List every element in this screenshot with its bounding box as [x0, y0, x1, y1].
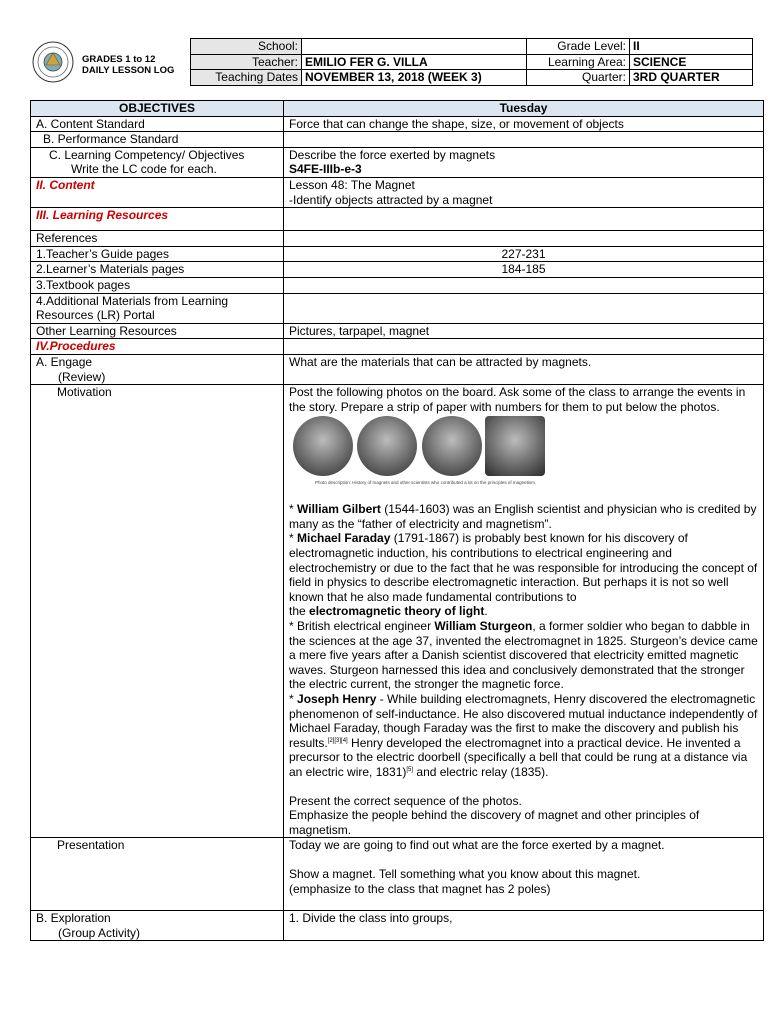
- teacher-label: Teacher:: [191, 54, 302, 70]
- references-value: [284, 231, 764, 247]
- lesson-title: Lesson 48: The Magnet: [289, 177, 415, 192]
- exploration-label: [31, 911, 284, 941]
- faraday-text: (1791-1867) is probably best known for his discovery of electromagnetic induction, his contributions to electrical engineering and electrochemistry or due to the fact that he was responsible for introducing the concept of field in physics to describe electromagnetic interaction. But perhaps it is not so well known that he also made fundamental contributions to: [289, 531, 758, 604]
- grade-level-value: II: [630, 39, 753, 55]
- faraday-theory-line: the electromagnetic theory of light.: [289, 604, 488, 619]
- textbook-value: [284, 277, 764, 293]
- content-section-label: II. Content: [31, 177, 284, 207]
- lesson-table: [30, 100, 764, 941]
- scientist-photo-1: [293, 416, 353, 476]
- procedures-label: IV.Procedures: [31, 339, 284, 355]
- henry-text-1: - While building electromagnets, Henry discovered the electromagnetic phenomenon of self-inductance. He also discovered mutual inductance independently of Michael Faraday, though Faraday was the first to make the discovery and publish his results.: [289, 692, 758, 750]
- log-title: [82, 54, 174, 76]
- quarter-label: Quarter:: [527, 70, 630, 86]
- content-section-value: [284, 177, 764, 207]
- table-row: [31, 246, 764, 262]
- other-resources-value: Pictures, tarpapel, magnet: [284, 323, 764, 339]
- review-subtitle: (Review): [58, 369, 106, 384]
- competency-text: Describe the force exerted by magnets: [289, 147, 496, 162]
- table-row: [31, 323, 764, 339]
- lesson-log-header: [30, 38, 764, 86]
- faraday-the: the: [289, 604, 310, 619]
- sturgeon-pre: * British electrical engineer: [289, 619, 435, 634]
- additional-materials-value: [284, 293, 764, 323]
- table-row: [31, 354, 764, 384]
- header-row-dates: [191, 70, 753, 86]
- learning-resources-label: III. Learning Resources: [31, 208, 284, 231]
- school-label: School:: [191, 39, 302, 55]
- table-row: [31, 208, 764, 231]
- competency-label-line-1: C. Learning Competency/ Objectives: [49, 147, 245, 162]
- sturgeon-name: William Sturgeon: [434, 619, 533, 634]
- teaching-dates-label: Teaching Dates: [191, 70, 302, 86]
- table-row: [31, 177, 764, 207]
- table-header-row: [31, 101, 764, 117]
- henry-name: Joseph Henry: [297, 692, 377, 706]
- henry-paragraph: * Joseph Henry - While building electromagnets, Henry discovered the electromagnetic phenomenon of self-inductance. He also discovered mutual inductance independently of Michael Faraday, though Faraday was the first to make the discovery and publish his results.[2][3][4] Henry developed the electromagnet into a practical device. He invented a precursor to the electric doorbell (specifically a bell that could be rung at a distance via an electric wire, 1831)[5] and electric relay (1835).: [289, 692, 758, 779]
- exploration-value: 1. Divide the class into groups,: [284, 911, 764, 941]
- exploration-title: B. Exploration: [36, 911, 111, 926]
- sequence-line-2: Emphasize the people behind the discovery of magnet and other principles of magnetism.: [289, 808, 700, 837]
- content-standard-value: Force that can change the shape, size, or movement of objects: [284, 116, 764, 132]
- engage-title: A. Engage: [36, 354, 93, 369]
- henry-refs-2: [5]: [406, 766, 414, 773]
- motivation-intro: Post the following photos on the board. Ask some of the class to arrange the events in the story. Prepare a strip of paper with numbers for them to put below the photos.: [289, 385, 746, 414]
- table-row: [31, 132, 764, 148]
- spacer: [289, 896, 758, 910]
- scientist-photos: [289, 416, 758, 502]
- additional-materials-label: [31, 293, 284, 323]
- school-value: [302, 39, 527, 55]
- gilbert-text: (1544-1603) was an English scientist and physician who is credited by many as the “father of electricity and magnetism”.: [289, 502, 757, 531]
- table-row: [31, 339, 764, 355]
- competency-code: S4FE-IIIb-e-3: [289, 162, 362, 177]
- faraday-name: Michael Faraday: [297, 531, 391, 546]
- sturgeon-paragraph: [289, 619, 758, 692]
- spacer: [289, 853, 758, 867]
- scientist-photo-4: [485, 416, 545, 476]
- motivation-value: [284, 385, 764, 838]
- faraday-paragraph: * Michael Faraday (1791-1867) is probably best known for his discovery of electromagnetic induction, his contributions to electrical engineering and electrochemistry or due to the fact that he was responsible for introducing the concept of field in physics to describe electromagnetic interaction. But perhaps it is not so well known that he also made fundamental contributions to: [289, 531, 758, 604]
- presentation-line-3: (emphasize to the class that magnet has 2 poles): [289, 881, 551, 896]
- teachers-guide-value: 227-231: [284, 246, 764, 262]
- learners-materials-label: 2.Learner’s Materials pages: [31, 262, 284, 278]
- engage-value: What are the materials that can be attracted by magnets.: [284, 354, 764, 384]
- table-row: [31, 147, 764, 177]
- other-resources-label: Other Learning Resources: [31, 323, 284, 339]
- presentation-label: Presentation: [31, 838, 284, 911]
- motivation-label: Motivation: [31, 385, 284, 838]
- learning-area-label: Learning Area:: [527, 54, 630, 70]
- table-row: [31, 911, 764, 941]
- presentation-line-2: Show a magnet. Tell something what you know about this magnet.: [289, 866, 641, 881]
- additional-materials-line-2: Resources (LR) Portal: [36, 308, 155, 323]
- content-standard-label: A. Content Standard: [31, 116, 284, 132]
- textbook-label: 3.Textbook pages: [31, 277, 284, 293]
- lesson-objective: -Identify objects attracted by a magnet: [289, 192, 493, 207]
- procedures-value: [284, 339, 764, 355]
- header-row-teacher: [191, 54, 753, 70]
- presentation-line-1: Today we are going to find out what are the force exerted by a magnet.: [289, 838, 665, 853]
- grade-level-label: Grade Level:: [527, 39, 630, 55]
- log-title-line-1: GRADES 1 to 12: [82, 54, 156, 65]
- table-row: [31, 277, 764, 293]
- henry-text-3: and electric relay (1835).: [413, 764, 549, 779]
- competency-label-line-2: Write the LC code for each.: [71, 162, 217, 177]
- deped-seal-icon: [32, 41, 74, 83]
- competency-label: [31, 147, 284, 177]
- teacher-value: EMILIO FER G. VILLA: [302, 54, 527, 70]
- table-row: [31, 385, 764, 838]
- quarter-value: 3RD QUARTER: [630, 70, 753, 86]
- table-row: [31, 116, 764, 132]
- sequence-line-1: Present the correct sequence of the photos.: [289, 793, 522, 808]
- sturgeon-text: , a former soldier who began to dabble in the sciences at the age 37, invented the electromagnet in 1825. Sturgeon’s device came a mere five years after a Danish scientist discovered that electricity emitted magnetic waves. Sturgeon harnessed this idea and conclusively demonstrated that the stronger the electric current, the stronger the magnetic force.: [289, 619, 758, 692]
- header-row-school: [191, 39, 753, 55]
- teaching-dates-value: NOVEMBER 13, 2018 (WEEK 3): [302, 70, 527, 86]
- table-row: [31, 838, 764, 911]
- table-row: [31, 231, 764, 247]
- day-header: Tuesday: [284, 101, 764, 117]
- header-info-table: [190, 38, 753, 86]
- gilbert-paragraph: * William Gilbert (1544-1603) was an English scientist and physician who is credited by many as the “father of electricity and magnetism”.: [289, 502, 757, 531]
- learning-resources-value: [284, 208, 764, 231]
- group-activity-subtitle: (Group Activity): [58, 925, 141, 940]
- gilbert-name: William Gilbert: [297, 502, 381, 517]
- spacer: [289, 780, 758, 794]
- learning-area-value: SCIENCE: [630, 54, 753, 70]
- presentation-value: [284, 838, 764, 911]
- henry-refs-1: [2][3][4]: [327, 737, 348, 744]
- scientist-photo-3: [422, 416, 482, 476]
- objectives-header: OBJECTIVES: [31, 101, 284, 117]
- log-title-line-2: DAILY LESSON LOG: [82, 65, 175, 76]
- additional-materials-line-1: 4.Additional Materials from Learning: [36, 293, 229, 308]
- teachers-guide-label: 1.Teacher’s Guide pages: [31, 246, 284, 262]
- table-row: [31, 293, 764, 323]
- references-label: References: [31, 231, 284, 247]
- learners-materials-value: 184-185: [284, 262, 764, 278]
- table-row: [31, 262, 764, 278]
- scientist-photo-2: [357, 416, 417, 476]
- competency-value: [284, 147, 764, 177]
- faraday-theory: electromagnetic theory of light: [309, 604, 485, 619]
- engage-label: [31, 354, 284, 384]
- henry-text-2: Henry developed the electromagnet into a practical device. He invented a precursor to the electric doorbell (specifically a bell that could be rung at a distance via an electric wire, 1831): [289, 735, 748, 779]
- performance-standard-label: B. Performance Standard: [31, 132, 284, 148]
- performance-standard-value: [284, 132, 764, 148]
- photo-caption: Photo description: History of magnets and other scientists who contributed a lot on the principles of magnetism.: [315, 480, 537, 486]
